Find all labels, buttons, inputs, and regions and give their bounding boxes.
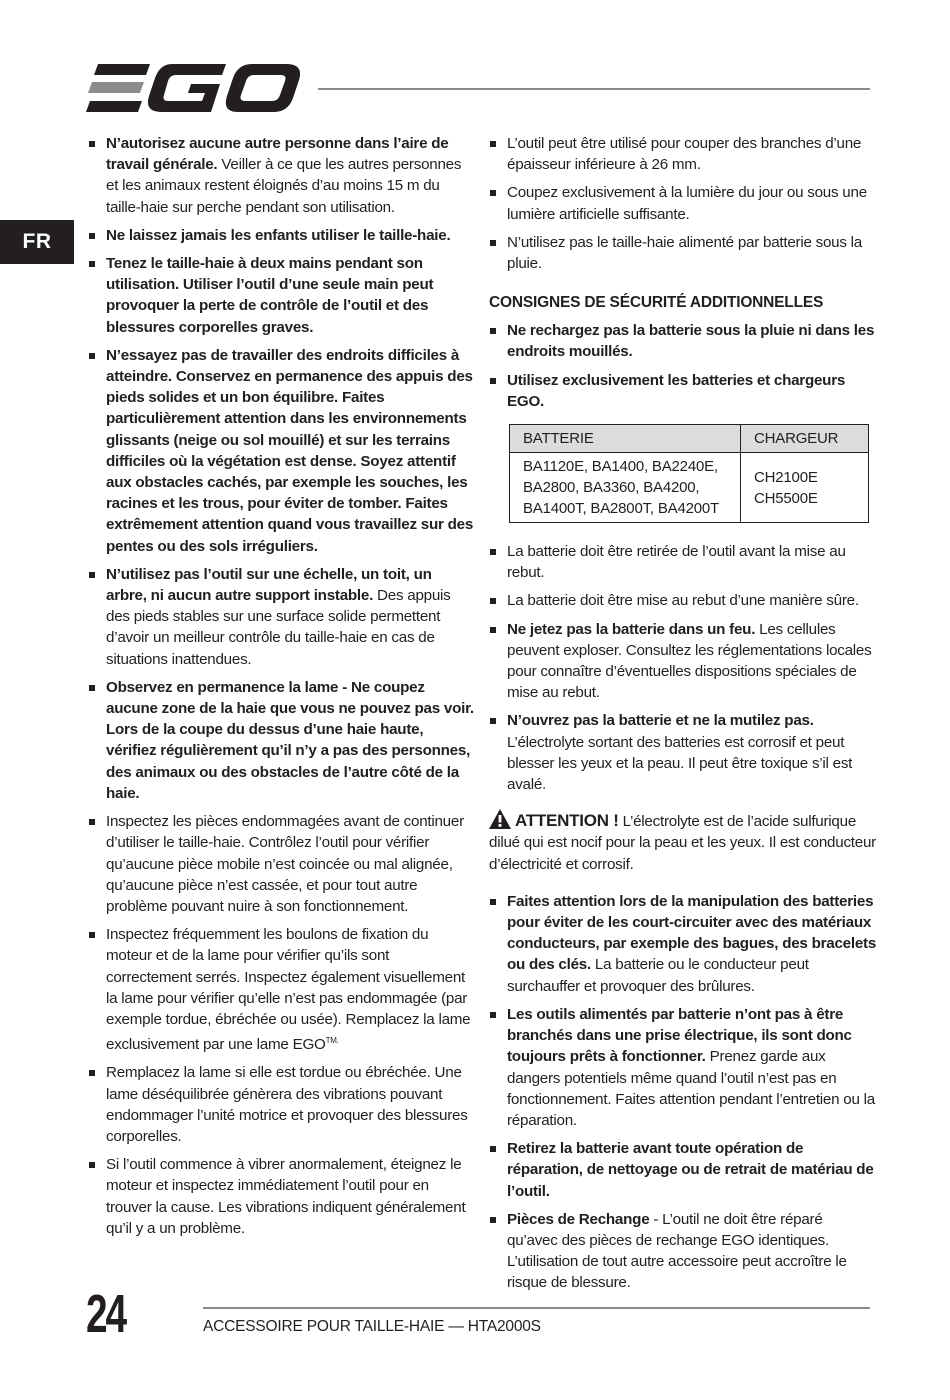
list-item: Observez en permanence la lame - Ne coupez aucune zone de la haie que vous ne pouvez pas voir. Lors de la coupe du dessus d’une haie haute, vérifiez régulièrement qu’il n’y a pas des personnes, des animaux ou des obstacles de l’autre côté de la haie. — [88, 677, 474, 804]
list-item: Coupez exclusivement à la lumière du jour ou sous une lumière artificielle suffisante. — [489, 182, 877, 224]
list-item: La batterie doit être mise au rebut d’une manière sûre. — [489, 590, 877, 611]
footer-rule — [203, 1307, 870, 1309]
square-bullet — [89, 141, 95, 147]
language-tab: FR — [0, 220, 74, 264]
list-item: N’utilisez pas l’outil sur une échelle, un toit, un arbre, ni aucun autre support instable. Des appuis des pieds stables sur une surface solide permettent d’avoir un meilleur contrôle du taille-haie en cas de situations inattendues. — [88, 564, 474, 670]
attention-text: L’électrolyte est de l’acide sulfurique dilué qui est nocif pour la peau et les yeux. Il est conducteur d’électricité et corrosif. — [489, 813, 876, 873]
table-row — [510, 453, 869, 523]
list-item: Tenez le taille-haie à deux mains pendant son utilisation. Utiliser l’outil d’une seule main peut provoquer la perte de contrôle de l’outil et des blessures corporelles graves. — [88, 253, 474, 338]
trademark-mark: TM. — [325, 1036, 339, 1046]
list-item: Ne rechargez pas la batterie sous la pluie ni dans les endroits mouillés. — [489, 320, 877, 362]
list-item: Ne jetez pas la batterie dans un feu. Les cellules peuvent exploser. Consultez les réglementations locales pour connaître d’éventuelles dispositions spéciales de mise au rebut. — [489, 619, 877, 704]
list-item: Remplacez la lame si elle est tordue ou ébréchée. Une lame déséquilibrée génèrera des vibrations pouvant endommager l’unité motrice et provoquer des blessures corporelles. — [88, 1062, 474, 1147]
list-item: Faites attention lors de la manipulation des batteries pour éviter de les court-circuiter avec des matériaux conducteurs, par exemple des bagues, des bracelets ou des clés. La batterie ou le conducteur peut surchauffer et provoquer des brûlures. — [489, 891, 877, 997]
list-item: N’autorisez aucune autre personne dans l’aire de travail générale. Veiller à ce que les autres personnes et les animaux restent éloignés d’au moins 15 m du taille-haie sur perche pendant son utilisation. — [88, 133, 474, 218]
square-bullet — [490, 1217, 496, 1223]
square-bullet — [89, 932, 95, 938]
list-item: Pièces de Rechange - L’outil ne doit être réparé qu’avec des pièces de rechange EGO identiques. L’utilisation de tout autre accessoire peut accroître le risque de blessure. — [489, 1209, 877, 1294]
list-item: N’utilisez pas le taille-haie alimenté par batterie sous la pluie. — [489, 232, 877, 274]
square-bullet — [89, 261, 95, 267]
battery-charger-table — [509, 424, 869, 523]
square-bullet — [89, 819, 95, 825]
square-bullet — [490, 549, 496, 555]
list-item: Les outils alimentés par batterie n’ont pas à être branchés dans une prise électrique, ils sont donc toujours prêts à fonctionner. Prenez garde aux dangers potentiels même quand l’outil n’est pas en fonctionnement. Faites attention pendant l’entretien ou la réparation. — [489, 1004, 877, 1131]
right-column — [489, 133, 877, 1301]
square-bullet — [490, 718, 496, 724]
list-item: N’ouvrez pas la batterie et ne la mutilez pas. L’électrolyte sortant des batteries est corrosif et peut blesser les yeux et la peau. Il peut être toxique s’il est avalé. — [489, 710, 877, 795]
square-bullet — [89, 572, 95, 578]
list-item: Retirez la batterie avant toute opération de réparation, de nettoyage ou de retrait de matériau de l’outil. — [489, 1138, 877, 1202]
square-bullet — [490, 1146, 496, 1152]
table-header: BATTERIE — [510, 425, 741, 453]
square-bullet — [490, 1012, 496, 1018]
square-bullet — [490, 240, 496, 246]
attention-label: ATTENTION ! — [515, 811, 619, 831]
table-header-row — [510, 425, 869, 453]
list-item: L’outil peut être utilisé pour couper des branches d’une épaisseur inférieure à 26 mm. — [489, 133, 877, 175]
square-bullet — [490, 190, 496, 196]
attention-note — [489, 809, 877, 875]
warning-triangle-icon — [489, 809, 511, 829]
table-header: CHARGEUR — [741, 425, 869, 453]
left-column — [88, 133, 474, 1246]
square-bullet — [490, 141, 496, 147]
page-number: 24 — [86, 1284, 125, 1344]
square-bullet — [490, 328, 496, 334]
square-bullet — [89, 353, 95, 359]
square-bullet — [490, 378, 496, 384]
footer-title: ACCESSOIRE POUR TAILLE-HAIE — HTA2000S — [203, 1318, 541, 1335]
square-bullet — [490, 598, 496, 604]
section-title: CONSIGNES DE SÉCURITÉ ADDITIONNELLES — [489, 294, 824, 312]
ego-logo — [86, 64, 300, 112]
list-item: Si l’outil commence à vibrer anormalement, éteignez le moteur et inspectez immédiatement l’outil pour en trouver la cause. Les vibrations indiquent généralement qu’il y a un problème. — [88, 1154, 474, 1239]
list-item: La batterie doit être retirée de l’outil avant la mise au rebut. — [489, 541, 877, 583]
square-bullet — [89, 1162, 95, 1168]
square-bullet — [490, 627, 496, 633]
battery-models-cell: BA1120E, BA1400, BA2240E, BA2800, BA3360, BA4200, BA1400T, BA2800T, BA4200T — [510, 453, 741, 523]
square-bullet — [490, 899, 496, 905]
square-bullet — [89, 685, 95, 691]
square-bullet — [89, 233, 95, 239]
header-rule — [318, 88, 870, 90]
list-item: Utilisez exclusivement les batteries et chargeurs EGO. — [489, 370, 877, 412]
list-item: N’essayez pas de travailler des endroits difficiles à atteindre. Conservez en permanence des appuis des pieds solides et un bon équilibre. Faites particulièrement attention dans les environnements glissants (neige ou sol mouillé) et sur les terrains difficiles où la végétation est dense. Soyez attentif aux obstacles cachés, par exemple les souches, les racines et les trous, pour éviter de tomber. Faites extrêmement attention quand vous travaillez sur des pentes ou des sols irréguliers. — [88, 345, 474, 557]
list-item: Inspectez les pièces endommagées avant de continuer d’utiliser le taille-haie. Contrôlez l’outil pour vérifier qu’aucune pièce mobile n’est coincée ou mal alignée, qu’aucune pièce n’est cassée, et pour tout autre problème pouvant nuire à son fonctionnement. — [88, 811, 474, 917]
square-bullet — [89, 1070, 95, 1076]
list-item: Ne laissez jamais les enfants utiliser le taille-haie. — [88, 225, 474, 246]
list-item: Inspectez fréquemment les boulons de fixation du moteur et de la lame pour vérifier qu’ils sont correctement serrés. Inspectez également visuellement la lame pour vérifier qu’elle n’est pas endommagée (par exemple tordue, ébréchée ou usée). Remplacez la lame exclusivement par une lame $EGO^{TM.}$ — [88, 924, 474, 1055]
charger-models-cell: CH2100E CH5500E — [741, 453, 869, 523]
